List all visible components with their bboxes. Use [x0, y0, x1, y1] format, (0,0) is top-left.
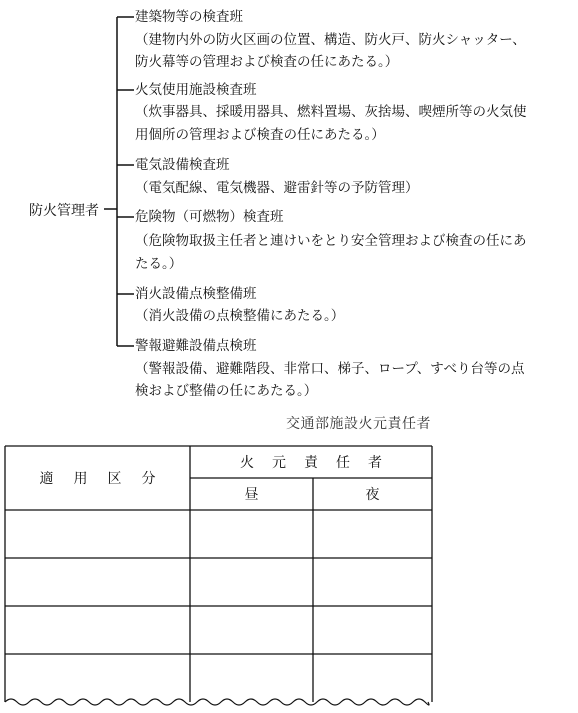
header-daytime: 昼 [244, 487, 259, 503]
branch-desc-line: 防火幕等の管理および検査の任にあたる。） [135, 54, 399, 70]
branch-title-electrical: 電気設備検査班 [135, 157, 230, 173]
branch-desc-line: （電気配線、電気機器、避雷針等の予防管理） [135, 180, 419, 196]
table-row-category [5, 558, 190, 606]
table-row-category [5, 606, 190, 654]
fire-manager-root: 防火管理者 [29, 203, 99, 219]
header-application-category: 適用区分 [39, 471, 176, 487]
table-row-day [190, 654, 313, 700]
branch-title-hazardous: 危険物（可燃物）検査班 [135, 209, 284, 225]
table-row-night [313, 606, 432, 654]
table-caption: 交通部施設火元責任者 [286, 416, 431, 432]
table-row-day [190, 510, 313, 558]
branch-title-alarm-evacuation: 警報避難設備点検班 [135, 338, 257, 354]
table-row-day [190, 606, 313, 654]
branch-desc-line: （危険物取扱主任者と連けいをとり安全管理および検査の任にあ [135, 233, 527, 249]
branch-title-building: 建築物等の検査班 [135, 9, 243, 25]
table-row-category [5, 510, 190, 558]
branch-desc-line: （警報設備、避難階段、非常口、梯子、ロープ、すべり台等の点 [135, 361, 525, 377]
branch-desc-line: 用個所の管理および検査の任にあたる。） [135, 127, 385, 143]
header-nighttime: 夜 [365, 487, 380, 503]
branch-desc-line: （建物内外の防火区画の位置、構造、防火戸、防火シャッター、 [135, 32, 526, 48]
branch-desc-line: （炊事器具、採暖用器具、燃料置場、灰捨場、喫煙所等の火気使 [135, 104, 527, 120]
table-row-category [5, 654, 190, 700]
branch-desc-line: たる。） [135, 256, 183, 272]
branch-desc-line: 検および整備の任にあたる。） [135, 383, 318, 399]
branch-title-fire-use: 火気使用施設検査班 [135, 82, 257, 98]
branch-desc-line: （消火設備の点検整備にあたる。） [135, 308, 345, 324]
table-row-night [313, 510, 432, 558]
branch-title-extinguishing: 消火設備点検整備班 [135, 286, 257, 302]
table-row-night [313, 558, 432, 606]
table-row-day [190, 558, 313, 606]
table-row-night [313, 654, 432, 700]
header-fire-source-manager: 火元責任者 [240, 455, 400, 471]
